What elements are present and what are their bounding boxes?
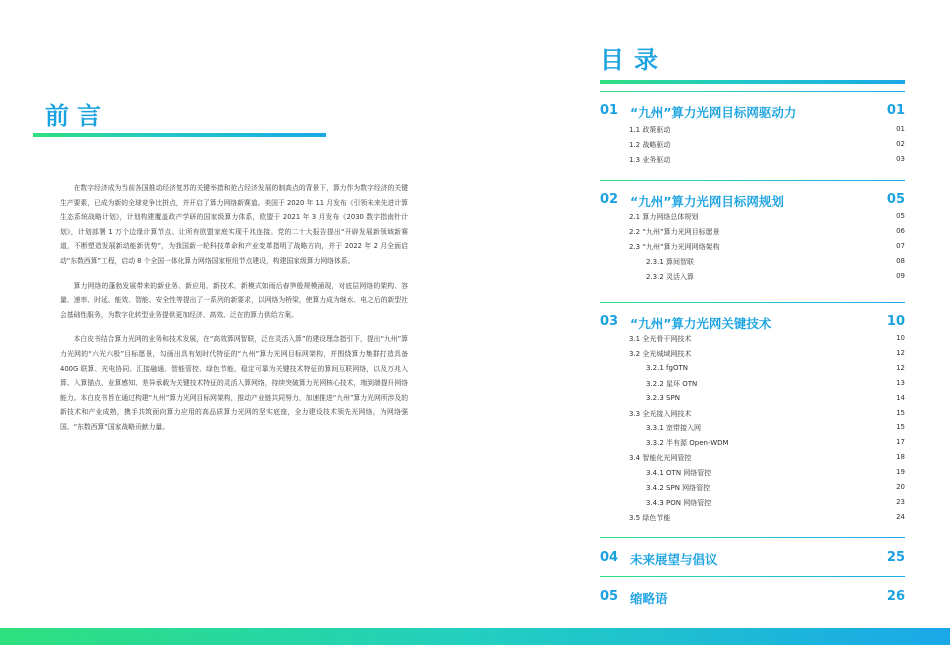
toc-item-label: 1.2 战略驱动 [629,141,671,149]
toc-item[interactable] [629,212,905,223]
toc-section-divider [600,91,905,92]
toc-section-number: 03 [600,314,619,329]
toc-item-label: 3.3.2 半有源 Open-WDM [646,439,729,448]
toc-item-label: 3.2.1 fgOTN [646,363,688,372]
toc-item-label: 3.4 智能化光网管控 [629,454,692,463]
toc-item-page: 03 [896,155,905,163]
toc-item-page: 06 [896,227,905,235]
preface-title: 前言 [45,102,109,130]
toc-item-label: 3.3.1 宽带接入网 [646,424,702,433]
toc-item[interactable] [629,227,905,238]
toc-item-label: 3.2.3 SPN [646,393,680,402]
toc-section-page: 05 [886,192,905,207]
toc-item-label: 2.1 算力网络总体规划 [629,213,699,221]
toc-item-page: 15 [896,423,905,432]
toc-section-05[interactable] [600,589,905,607]
toc-item[interactable] [629,125,905,136]
preface-paragraph: 在数字经济成为当前各国推动经济复苏的关键举措和抢占经济发展的制高点的背景下，算力作为数字经济的关键生产要素，已成为新的全球竞争比拼点，并开启了算力网络新赛道。美国于 2020 年 11 月发布《引领未来先进计算生态系统战略计划》，计划构建覆盖政产学研的国家级算力体系，欧盟于 2021 年 3 月发布《2030 数字指南针计划》，计划部署 1 万个边缘计算节点、让所有欧盟家庭实现千兆连接。党的二十大报告提出“开辟发展新领域新赛道，不断塑造发展新动能新优势”，为我国新一轮科技革命和产业变革指明了战略方向，并于 2022 年 2 月全面启动“东数西算”工程，启动 8 个全国一体化算力网络国家枢纽节点建设，构建国家级算力网络体系。 [60,184,408,265]
toc-section-02[interactable] [600,192,905,210]
toc-section-number: 05 [600,589,619,604]
toc-item[interactable] [629,155,905,166]
toc-item-label: 3.4.1 OTN 网络管控 [646,469,712,478]
toc-item-page: 12 [896,348,905,357]
preface-body [60,181,408,445]
toc-item-label: 3.4.2 SPN 网络管控 [646,484,711,492]
toc-item-page: 18 [896,453,905,462]
toc-item-label: 3.2.2 星环 OTN [646,379,698,388]
toc-item-page: 15 [896,408,905,417]
toc-section-04[interactable] [600,550,905,568]
toc-item-page: 09 [896,272,905,280]
toc-item[interactable] [629,349,905,360]
toc-item-label: 2.3.2 灵活入算 [646,273,695,281]
preface-paragraph: 算力网络的蓬勃发展带来的新业务、新应用、新技术、新模式如雨后春笋般规模涌现，对底层网络的架构、容量、速率、时延、能效、智能、安全性等提出了一系列的新要求，以网络为桥梁，使算力成为继水、电之后的新型社会基础性服务，为数字化转型业务提供更加经济、高效、泛在的算力供给方案。 [60,281,408,319]
toc-item[interactable] [646,438,905,449]
preface-paragraph: 本白皮书结合算力光网的业务和技术发展，在“高效算网智联，泛在灵活入算”的建设理念指引下，提出“九州”算力光网的“六光六极”目标愿景，勾画出具有划时代特征的“九州”算力光网目标网架构，并围绕算力集群打造具备 400G 联算、光电协同、汇接融通、智能管控、绿色节能、稳定可靠为关键技术特征的算间互联网络，以及万兆入算、入算锚点、业算感知、差异承载为关键技术特征的灵活入算网络，持续突破算力光网核心技术，端到端提升网络能力。本白皮书旨在通过构建“九州”算力光网目标网架构，推动产业链共同努力，加速推进“九州”算力光网所涉及的新技术和产业成熟，携手共筑面向算力应用的高品质算力光网的坚实底座，全力建设技术领先光网络，为网络强国、“东数西算”国家战略贡献力量。 [60,335,408,431]
toc-item-page: 19 [896,468,905,477]
toc-item[interactable] [646,379,905,390]
toc-title: 目录 [600,46,668,74]
toc-section-number: 04 [600,550,619,565]
toc-item-page: 24 [896,512,905,521]
toc-item[interactable] [629,140,905,151]
toc-section-page: 10 [886,314,905,329]
toc-item-page: 12 [896,363,905,372]
toc-item-label: 3.3 全光接入网技术 [629,409,692,418]
toc-item[interactable] [646,468,905,479]
toc-title-underline [600,80,905,84]
toc-item-page: 08 [896,257,905,265]
toc-item-page: 10 [896,334,905,342]
toc-item-page: 05 [896,212,905,220]
preface-title-underline [33,133,326,137]
toc-item-label: 3.1 全光骨干网技术 [629,335,692,343]
toc-item-label: 2.3 “九州”算力光网网络架构 [629,243,720,251]
toc-item-label: 3.2 全光城域网技术 [629,349,692,358]
toc-item-page: 14 [896,393,905,402]
toc-item-page: 01 [896,125,905,133]
toc-item[interactable] [646,257,905,268]
toc-section-label: 未来展望与倡议 [630,552,718,567]
toc-section-number: 01 [600,103,619,118]
toc-item[interactable] [629,242,905,253]
toc-item[interactable] [646,483,905,494]
toc-item[interactable] [646,364,905,375]
toc-item[interactable] [629,409,905,420]
toc-section-label: 缩略语 [630,591,668,606]
toc-section-divider [600,537,905,538]
toc-section-divider [600,576,905,577]
toc-item-label: 2.2 “九州”算力光网目标愿景 [629,228,720,236]
toc-section-label: “九州”算力光网关键技术 [630,316,772,331]
toc-section-page: 25 [886,550,905,565]
toc-item[interactable] [646,394,905,405]
toc-section-page: 26 [886,589,905,604]
toc-item[interactable] [646,423,905,434]
toc-section-label: “九州”算力光网目标网驱动力 [630,105,797,120]
toc-section-divider [600,180,905,181]
toc-item-label: 2.3.1 算间智联 [646,258,695,266]
toc-section-number: 02 [600,192,619,207]
toc-section-divider [600,302,905,303]
toc-item-page: 07 [896,242,905,250]
toc-item-page: 13 [896,378,905,387]
toc-section-label: “九州”算力光网目标网规划 [630,194,784,209]
toc-item[interactable] [629,513,905,524]
bottom-gradient-bar [0,628,950,645]
toc-section-01[interactable] [600,103,905,121]
toc-section-page: 01 [886,103,905,118]
toc-item-page: 02 [896,140,905,148]
toc-item-label: 3.4.3 PON 网络管控 [646,498,712,507]
toc-item[interactable] [629,334,905,345]
toc-item-label: 1.1 政策驱动 [629,126,671,134]
toc-item[interactable] [646,272,905,283]
toc-item[interactable] [629,453,905,464]
toc-section-03[interactable] [600,314,905,332]
toc-item-label: 1.3 业务驱动 [629,156,671,164]
toc-item[interactable] [646,498,905,509]
toc-item-page: 20 [896,483,905,491]
toc-item-page: 23 [896,497,905,506]
toc-item-page: 17 [896,438,905,447]
toc-item-label: 3.5 绿色节能 [629,513,671,522]
